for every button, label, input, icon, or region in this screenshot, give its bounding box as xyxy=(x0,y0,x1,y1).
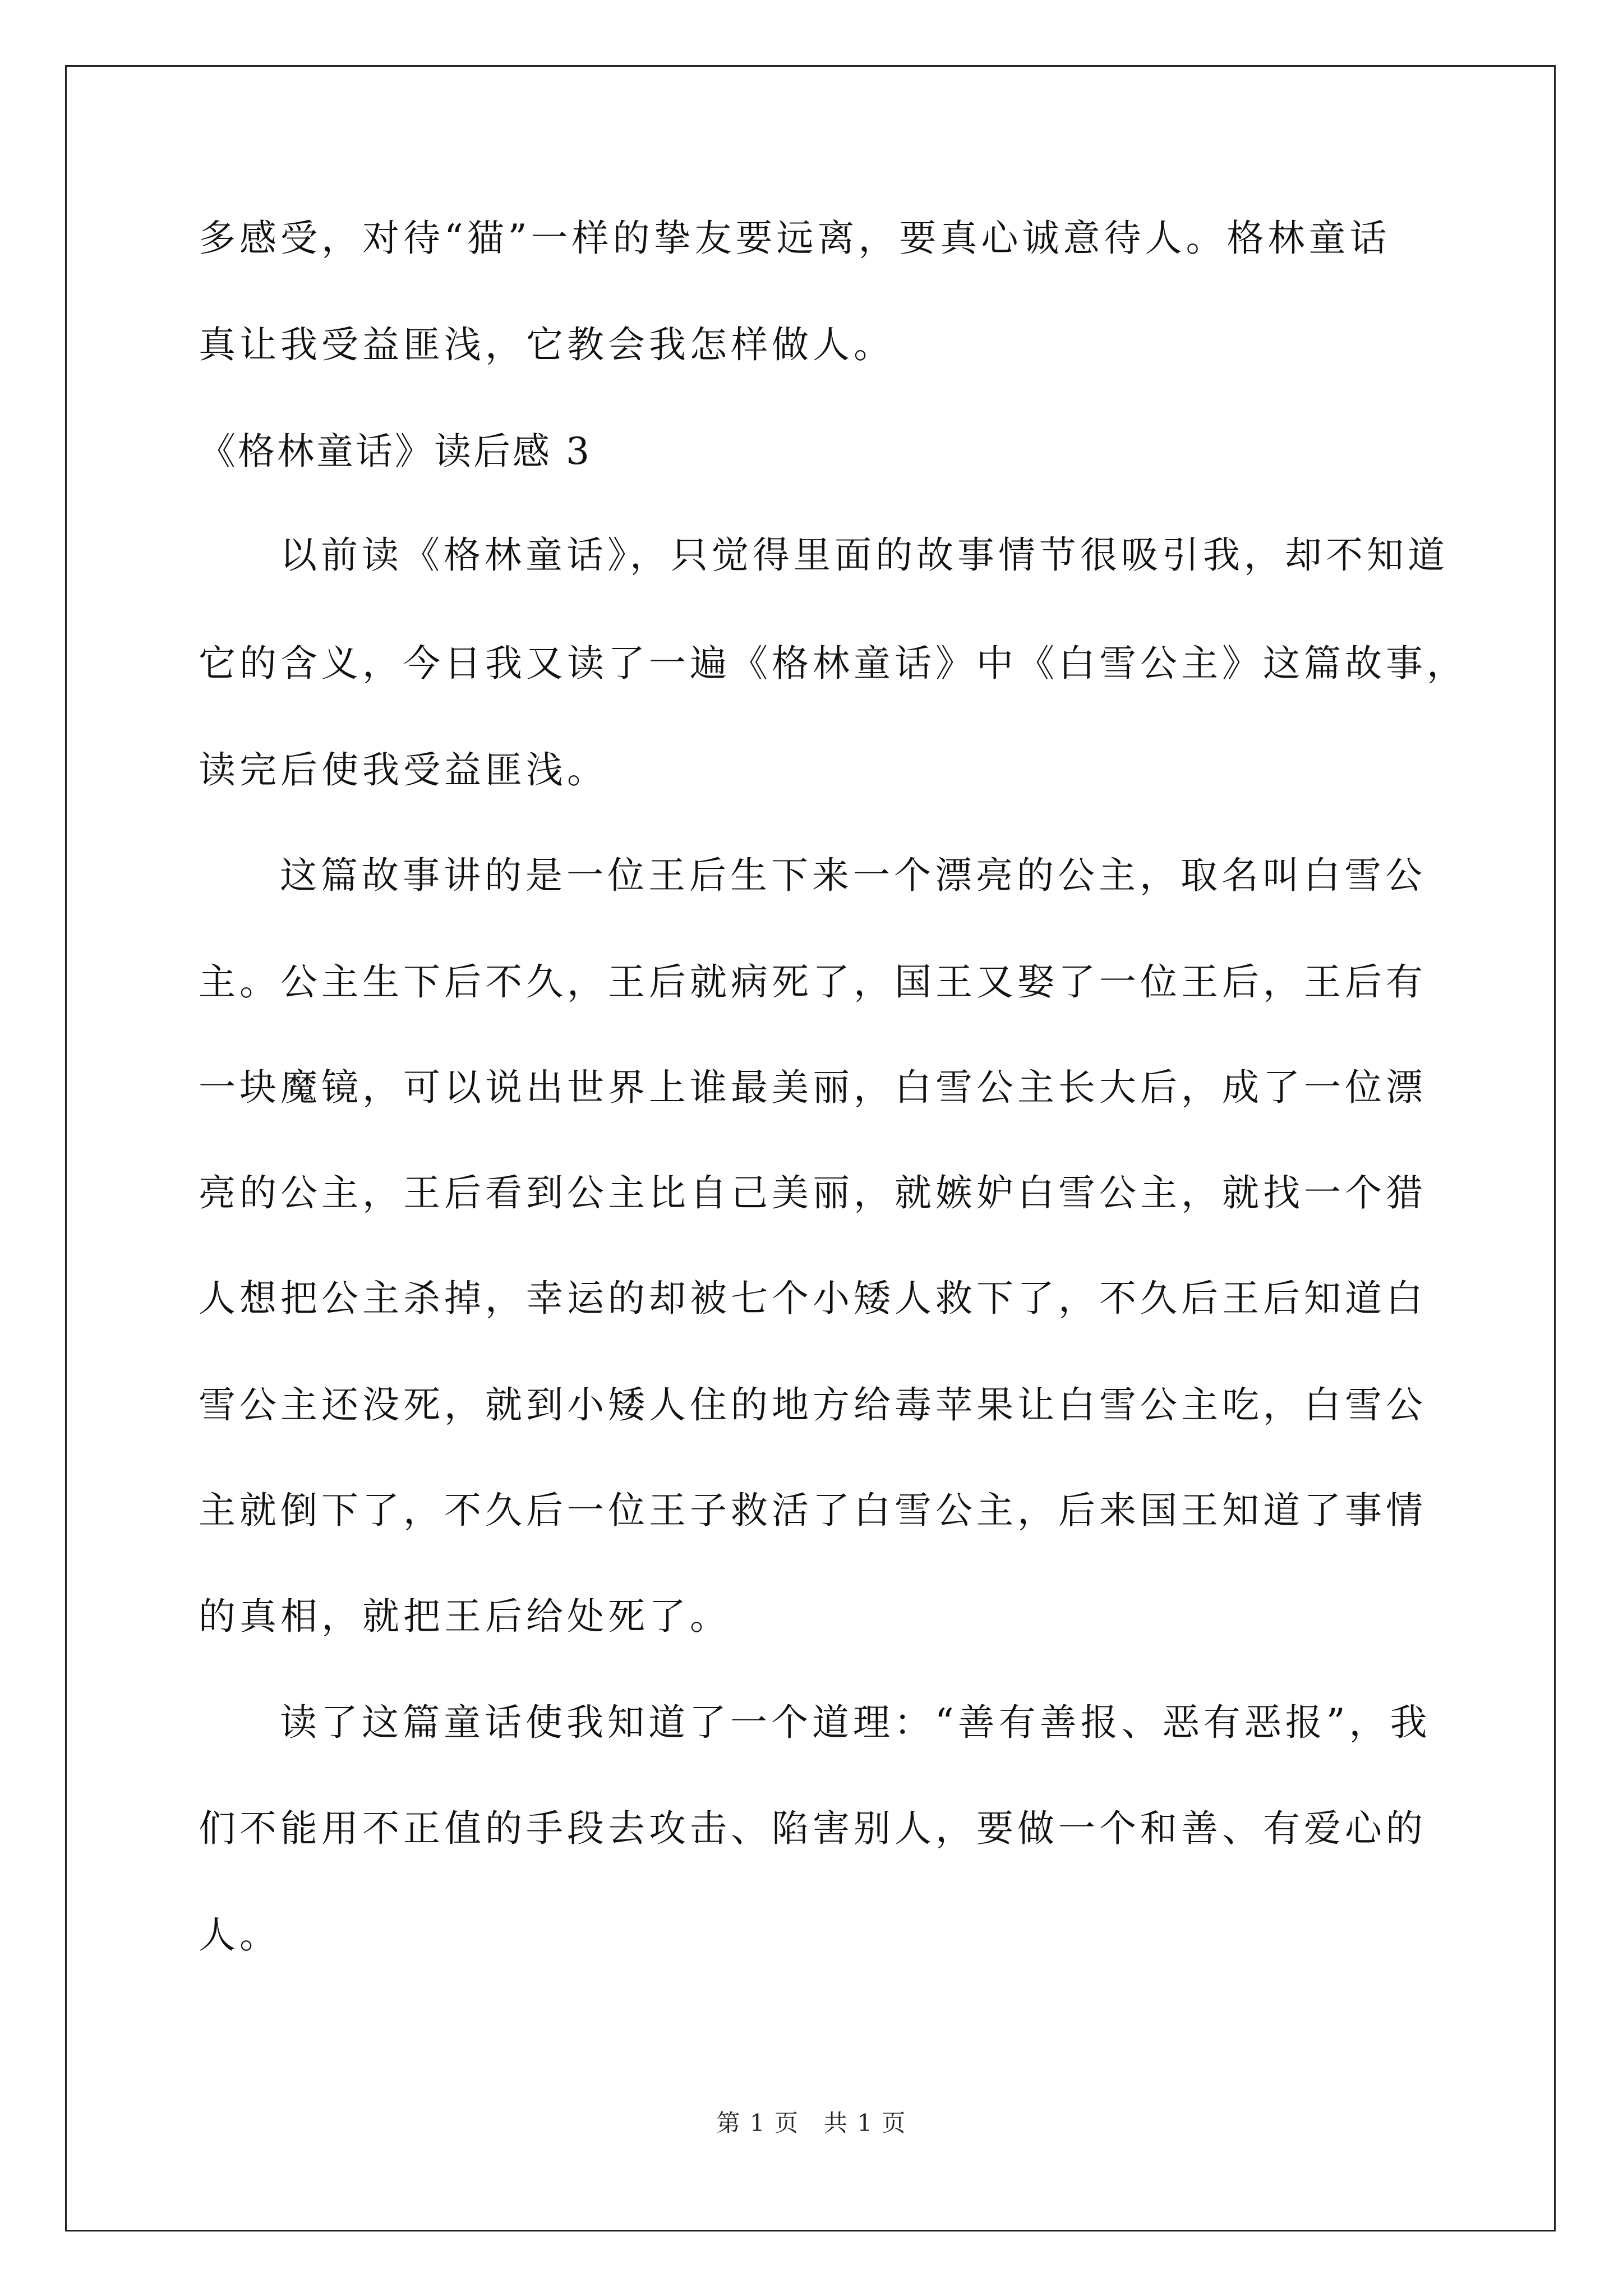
text-line: 读完后使我受益匪浅。 xyxy=(199,748,608,792)
text-line: 亮的公主，王后看到公主比自己美丽，就嫉妒白雪公主，就找一个猎 xyxy=(199,1171,1427,1214)
text-line: 雪公主还没死，就到小矮人住的地方给毒苹果让白雪公主吃，白雪公 xyxy=(199,1383,1427,1427)
section-heading: 《格林童话》读后感 3 xyxy=(199,430,592,473)
text-line: 以前读《格林童话》，只觉得里面的故事情节很吸引我，却不知道 xyxy=(280,533,1449,577)
page-number: 第 1 页 共 1 页 xyxy=(716,2109,907,2137)
text-line: 人想把公主杀掉，幸运的却被七个小矮人救下了，不久后王后知道白 xyxy=(199,1277,1427,1320)
text-line: 主。公主生下后不久，王后就病死了，国王又娶了一位王后，王后有 xyxy=(199,960,1427,1004)
text-line: 人。 xyxy=(199,1913,280,1957)
text-line: 多感受，对待“猫”一样的挚友要远离，要真心诚意待人。格林童话 xyxy=(199,217,1391,260)
text-line: 一块魔镜，可以说出世界上谁最美丽，白雪公主长大后，成了一位漂 xyxy=(199,1066,1427,1109)
text-line: 真让我受益匪浅，它教会我怎样做人。 xyxy=(199,323,895,366)
text-line: 主就倒下了，不久后一位王子救活了白雪公主，后来国王知道了事情 xyxy=(199,1489,1427,1532)
text-line: 读了这篇童话使我知道了一个道理：“善有善报、恶有恶报”，我 xyxy=(280,1701,1431,1744)
page-border xyxy=(65,65,1556,2231)
text-line: 它的含义，今日我又读了一遍《格林童话》中《白雪公主》这篇故事， xyxy=(199,642,1468,685)
text-line: 们不能用不正值的手段去攻击、陷害别人，要做一个和善、有爱心的 xyxy=(199,1807,1427,1850)
text-line: 的真相，就把王后给处死了。 xyxy=(199,1595,731,1638)
text-line: 这篇故事讲的是一位王后生下来一个漂亮的公主，取名叫白雪公 xyxy=(280,854,1426,897)
